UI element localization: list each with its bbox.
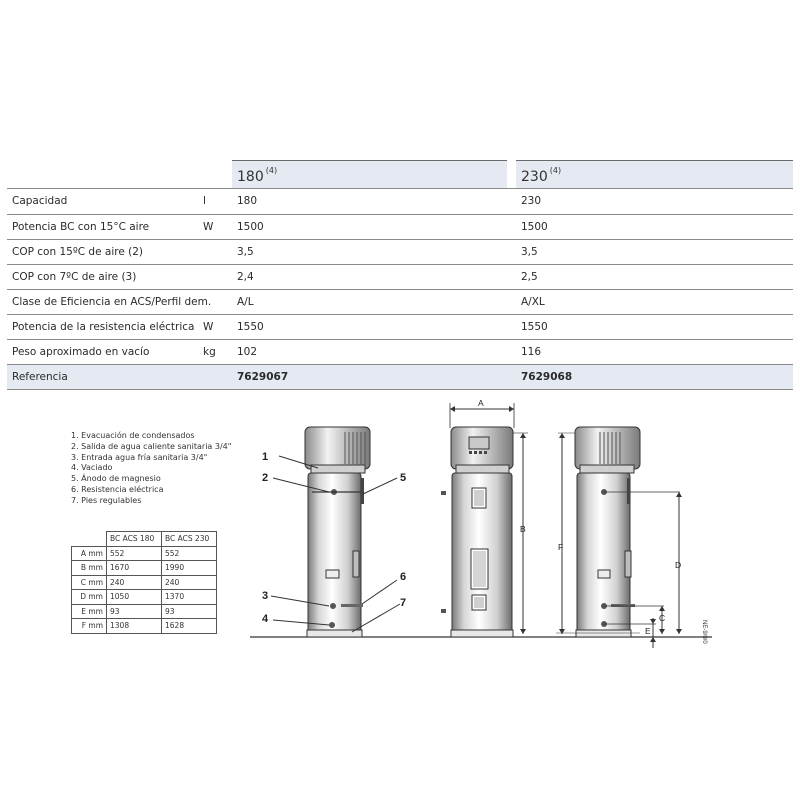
row-label: Potencia de la resistencia eléctrica	[12, 321, 195, 333]
value-230: 1500	[521, 221, 548, 233]
table-cell: 1670	[107, 561, 162, 576]
tank-body	[577, 473, 630, 633]
column-label: 230	[521, 169, 548, 185]
value-230: 1550	[521, 321, 548, 333]
row-label: Clase de Eficiencia en ACS/Perfil dem.	[12, 296, 212, 308]
row-unit: W	[203, 221, 214, 233]
legend-item: 4. Vaciado	[71, 463, 113, 473]
row-label: Capacidad	[12, 195, 68, 207]
dimension-e-label: E	[645, 626, 651, 636]
row-label: Peso aproximado en vacío	[12, 346, 150, 358]
column-note: (4)	[549, 166, 562, 175]
row-unit: kg	[203, 346, 216, 358]
value-230: 116	[521, 346, 542, 358]
callout-3: 3	[262, 590, 269, 602]
dimension-b-label: B	[520, 524, 526, 534]
heat-pump-head	[305, 427, 370, 469]
value-180: 1500	[237, 221, 264, 233]
head-base	[311, 465, 365, 473]
callout-6: 6	[400, 571, 407, 583]
table-cell: D mm	[72, 590, 107, 605]
dimension-c-label: C	[659, 613, 666, 623]
column-note: (4)	[265, 166, 278, 175]
dimension-d-label: D	[675, 560, 682, 570]
value-180: 2,4	[237, 271, 254, 283]
value-180: 1550	[237, 321, 264, 333]
row-unit: W	[203, 321, 214, 333]
table-cell: B mm	[72, 561, 107, 576]
value-180: 102	[237, 346, 258, 358]
row-label: COP con 7ºC de aire (3)	[12, 271, 137, 283]
table-header: BC ACS 180	[107, 532, 162, 547]
unit-side-view	[262, 427, 406, 637]
table-cell: 552	[162, 546, 217, 561]
control-display	[469, 437, 489, 449]
value-230: A/XL	[521, 296, 545, 308]
table-header: BC ACS 230	[162, 532, 217, 547]
dimension-a-label: A	[478, 398, 484, 408]
table-cell: 1370	[162, 590, 217, 605]
table-cell: E mm	[72, 604, 107, 619]
table-cell: F mm	[72, 619, 107, 634]
callout-4: 4	[262, 613, 269, 625]
callout-1: 1	[262, 451, 269, 463]
callout-5: 5	[400, 472, 407, 484]
unit-dimension-view	[556, 427, 707, 648]
legend-item: 5. Ánodo de magnesio	[71, 474, 161, 484]
row-label: Referencia	[12, 371, 68, 383]
value-180: 180	[237, 195, 258, 207]
cold-water-inlet	[330, 603, 336, 609]
table-cell: 240	[107, 575, 162, 590]
table-cell: 1628	[162, 619, 217, 634]
table-cell: 552	[107, 546, 162, 561]
value-230: 3,5	[521, 246, 538, 258]
side-connector	[441, 491, 446, 495]
table-cell: 1990	[162, 561, 217, 576]
anode-rod	[361, 478, 364, 504]
table-cell: 93	[162, 604, 217, 619]
drain-valve	[329, 622, 335, 628]
callout-7: 7	[400, 597, 407, 609]
legend-item: 6. Resistencia eléctrica	[71, 484, 164, 494]
legend-item: 7. Pies regulables	[71, 495, 142, 505]
callout-2: 2	[262, 472, 269, 484]
value-230: 230	[521, 195, 542, 207]
table-cell: 1050	[107, 590, 162, 605]
table-cell: A mm	[72, 546, 107, 561]
table-cell: C mm	[72, 575, 107, 590]
table-cell: 93	[107, 604, 162, 619]
table-cell: 240	[162, 575, 217, 590]
row-label: Potencia BC con 15°C aire	[12, 221, 150, 233]
electric-resistance	[341, 604, 363, 607]
column-label: 180	[237, 169, 264, 185]
legend-item: 3. Entrada agua fría sanitaria 3/4"	[71, 452, 208, 462]
drawing-code: NE-9/0/0	[701, 620, 707, 644]
unit-front-view	[441, 398, 528, 637]
side-connector	[441, 609, 446, 613]
table-cell: 1308	[107, 619, 162, 634]
row-unit: l	[203, 195, 206, 207]
legend-item: 2. Salida de agua caliente sanitaria 3/4"	[71, 441, 232, 451]
side-handle	[353, 551, 359, 577]
value-180: 3,5	[237, 246, 254, 258]
reference-230: 7629068	[521, 371, 573, 383]
row-label: COP con 15ºC de aire (2)	[12, 246, 144, 258]
value-180: A/L	[237, 296, 254, 308]
legend-item: 1. Evacuación de condensados	[71, 431, 195, 440]
reference-180: 7629067	[237, 371, 289, 383]
dimension-f-label: F	[558, 542, 564, 552]
label-plate	[326, 570, 339, 578]
value-230: 2,5	[521, 271, 538, 283]
